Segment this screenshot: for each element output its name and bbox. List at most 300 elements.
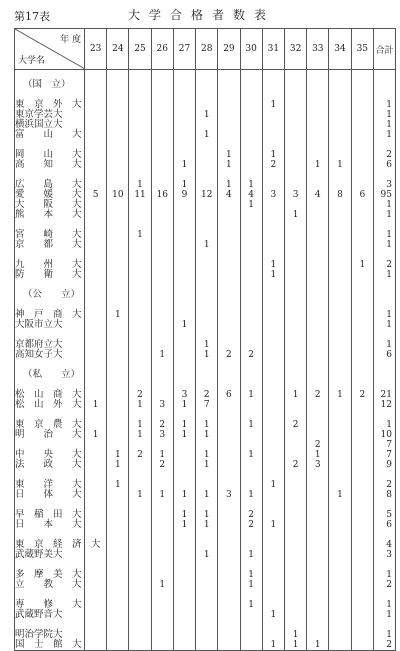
count-cell [218, 140, 240, 150]
count-cell [329, 130, 351, 140]
count-cell [85, 600, 107, 610]
university-name: 松 山 外 大 [15, 400, 85, 410]
count-cell [196, 260, 218, 270]
count-cell [196, 200, 218, 210]
count-cell: 1 [262, 610, 284, 620]
count-cell [351, 160, 373, 170]
count-cell [173, 260, 195, 270]
count-cell [284, 450, 306, 460]
count-cell [173, 310, 195, 320]
total-cell: 8 [374, 490, 396, 500]
count-cell [151, 560, 173, 570]
section-row [15, 80, 396, 90]
count-cell [284, 360, 306, 370]
total-cell [374, 620, 396, 630]
count-cell [218, 130, 240, 140]
total-cell: 1 [374, 570, 396, 580]
count-cell [240, 310, 262, 320]
count-cell [307, 70, 329, 81]
count-cell [85, 90, 107, 100]
count-cell [85, 140, 107, 150]
count-cell [218, 550, 240, 560]
count-cell [107, 530, 129, 540]
count-cell [107, 270, 129, 280]
count-cell [129, 90, 151, 100]
count-cell: 6 [351, 190, 373, 200]
count-cell [284, 590, 306, 600]
count-cell [196, 570, 218, 580]
count-cell [107, 240, 129, 250]
count-cell [351, 630, 373, 640]
count-cell: 4 [218, 190, 240, 200]
count-cell [173, 230, 195, 240]
table-row [15, 100, 396, 110]
count-cell [218, 120, 240, 130]
count-cell: 1 [240, 420, 262, 430]
count-cell [218, 630, 240, 640]
count-cell [262, 140, 284, 150]
count-cell [262, 410, 284, 420]
count-cell [218, 170, 240, 180]
count-cell [351, 340, 373, 350]
count-cell [107, 230, 129, 240]
count-cell: 1 [240, 570, 262, 580]
count-cell: 1 [173, 420, 195, 430]
count-cell [85, 370, 107, 380]
count-cell [218, 610, 240, 620]
count-cell [307, 560, 329, 570]
count-cell [351, 370, 373, 380]
count-cell [240, 560, 262, 570]
count-cell [218, 100, 240, 110]
count-cell [284, 230, 306, 240]
university-name: 岡 山 大 [15, 150, 85, 160]
count-cell [173, 500, 195, 510]
count-cell [284, 270, 306, 280]
count-cell [85, 110, 107, 120]
count-cell: 1 [284, 630, 306, 640]
count-cell [307, 580, 329, 590]
count-cell [218, 410, 240, 420]
count-cell [351, 420, 373, 430]
total-cell: 1 [374, 270, 396, 280]
count-cell: 1 [307, 450, 329, 460]
count-cell [240, 590, 262, 600]
count-cell [218, 540, 240, 550]
count-cell [173, 80, 195, 90]
count-cell: 1 [196, 350, 218, 360]
count-cell: 2 [284, 460, 306, 470]
count-cell [284, 280, 306, 290]
count-cell [129, 330, 151, 340]
count-cell [351, 240, 373, 250]
count-cell [151, 540, 173, 550]
count-cell [329, 590, 351, 600]
count-cell [85, 510, 107, 520]
count-cell [240, 110, 262, 120]
university-name: 武蔵野美大 [15, 550, 85, 560]
count-cell: 3 [262, 190, 284, 200]
count-cell [85, 70, 107, 81]
count-cell [196, 80, 218, 90]
count-cell [218, 310, 240, 320]
count-cell [129, 440, 151, 450]
count-cell [129, 110, 151, 120]
count-cell: 1 [284, 210, 306, 220]
count-cell [151, 70, 173, 81]
count-cell [129, 520, 151, 530]
count-cell: 2 [218, 350, 240, 360]
count-cell [284, 600, 306, 610]
count-cell [196, 290, 218, 300]
count-cell [307, 620, 329, 630]
count-cell: 3 [307, 460, 329, 470]
count-cell [284, 610, 306, 620]
count-cell [262, 350, 284, 360]
table-row [15, 400, 396, 410]
count-cell [240, 160, 262, 170]
count-cell [151, 380, 173, 390]
count-cell [351, 250, 373, 260]
count-cell [329, 110, 351, 120]
count-cell: 1 [107, 310, 129, 320]
count-cell [151, 130, 173, 140]
university-header-label: 大学名 [18, 56, 46, 66]
count-cell [329, 300, 351, 310]
count-cell [129, 160, 151, 170]
count-cell [284, 80, 306, 90]
count-cell [262, 80, 284, 90]
count-cell: 1 [240, 600, 262, 610]
count-cell [218, 560, 240, 570]
count-cell [262, 550, 284, 560]
count-cell [173, 140, 195, 150]
total-cell: 7 [374, 440, 396, 450]
count-cell [307, 540, 329, 550]
count-cell: 6 [218, 390, 240, 400]
count-cell: 1 [240, 550, 262, 560]
total-cell: 1 [374, 100, 396, 110]
total-cell [374, 90, 396, 100]
count-cell: 1 [129, 230, 151, 240]
count-cell [240, 530, 262, 540]
count-cell [284, 180, 306, 190]
count-cell [240, 150, 262, 160]
count-cell [173, 540, 195, 550]
count-cell [351, 170, 373, 180]
count-cell: 1 [307, 640, 329, 651]
count-cell [173, 110, 195, 120]
count-cell [107, 210, 129, 220]
count-cell [307, 170, 329, 180]
count-cell [284, 90, 306, 100]
count-cell [107, 370, 129, 380]
count-cell [240, 370, 262, 380]
count-cell [240, 100, 262, 110]
count-cell [196, 120, 218, 130]
count-cell [151, 570, 173, 580]
university-name: 神 戸 商 大 [15, 310, 85, 320]
total-cell: 1 [374, 200, 396, 210]
count-cell [196, 600, 218, 610]
university-name: 横浜国立大 [15, 120, 85, 130]
count-cell [173, 370, 195, 380]
count-cell [329, 360, 351, 370]
count-cell [307, 90, 329, 100]
total-cell: 6 [374, 350, 396, 360]
count-cell [262, 230, 284, 240]
count-cell [307, 530, 329, 540]
count-cell [129, 240, 151, 250]
count-cell [284, 100, 306, 110]
count-cell [173, 410, 195, 420]
count-cell [107, 100, 129, 110]
count-cell [151, 390, 173, 400]
count-cell [151, 150, 173, 160]
count-cell [85, 300, 107, 310]
section-label: （国 立） [15, 80, 85, 90]
count-cell [351, 440, 373, 450]
count-cell [173, 590, 195, 600]
count-cell [151, 290, 173, 300]
university-name: 愛 媛 大 [15, 190, 85, 200]
count-cell [307, 380, 329, 390]
count-cell [173, 220, 195, 230]
count-cell [85, 330, 107, 340]
count-cell [329, 460, 351, 470]
count-cell [329, 310, 351, 320]
count-cell [151, 170, 173, 180]
count-cell [262, 400, 284, 410]
count-cell [196, 330, 218, 340]
count-cell [329, 100, 351, 110]
count-cell [329, 430, 351, 440]
count-cell [85, 170, 107, 180]
count-cell [262, 250, 284, 260]
university-name: 高知女子大 [15, 350, 85, 360]
count-cell [129, 270, 151, 280]
count-cell [85, 450, 107, 460]
count-cell [284, 430, 306, 440]
count-cell [351, 310, 373, 320]
count-cell [262, 200, 284, 210]
count-cell [351, 610, 373, 620]
count-cell [329, 530, 351, 540]
count-cell [173, 350, 195, 360]
count-cell [85, 270, 107, 280]
count-cell [218, 220, 240, 230]
count-cell [329, 200, 351, 210]
count-cell [262, 630, 284, 640]
table-row [15, 350, 396, 360]
count-cell [107, 260, 129, 270]
count-cell [262, 490, 284, 500]
count-cell [151, 500, 173, 510]
year-header-35: 35 [351, 29, 373, 70]
count-cell [85, 260, 107, 270]
count-cell [107, 380, 129, 390]
count-cell [307, 350, 329, 360]
count-cell [129, 350, 151, 360]
count-cell: 1 [173, 490, 195, 500]
count-cell [329, 370, 351, 380]
total-cell: 6 [374, 160, 396, 170]
count-cell [329, 560, 351, 570]
count-cell [262, 240, 284, 250]
count-cell: 1 [196, 240, 218, 250]
count-cell [329, 280, 351, 290]
count-cell [129, 250, 151, 260]
count-cell [173, 460, 195, 470]
count-cell: 1 [107, 480, 129, 490]
count-cell [107, 160, 129, 170]
university-name: 早 稲 田 大 [15, 510, 85, 520]
count-cell [284, 290, 306, 300]
count-cell: 1 [196, 130, 218, 140]
count-cell [129, 360, 151, 370]
count-cell [107, 280, 129, 290]
count-cell [129, 370, 151, 380]
count-cell [85, 100, 107, 110]
count-cell [262, 360, 284, 370]
university-name: 東 京 農 大 [15, 420, 85, 430]
count-cell [107, 400, 129, 410]
count-cell [107, 290, 129, 300]
total-cell [374, 360, 396, 370]
count-cell [196, 590, 218, 600]
university-name: 京都府立大 [15, 340, 85, 350]
count-cell [284, 320, 306, 330]
count-cell [240, 230, 262, 240]
count-cell: 10 [107, 190, 129, 200]
count-cell [129, 620, 151, 630]
count-cell [240, 270, 262, 280]
count-cell [107, 520, 129, 530]
count-cell [240, 130, 262, 140]
count-cell [284, 380, 306, 390]
count-cell [307, 220, 329, 230]
count-cell [284, 310, 306, 320]
count-cell [107, 600, 129, 610]
count-cell [262, 220, 284, 230]
count-cell [262, 590, 284, 600]
count-cell [129, 640, 151, 651]
count-cell [307, 120, 329, 130]
count-cell [218, 400, 240, 410]
count-cell [307, 140, 329, 150]
count-cell [262, 440, 284, 450]
total-cell [374, 590, 396, 600]
count-cell [240, 140, 262, 150]
count-cell [284, 130, 306, 140]
count-cell [173, 610, 195, 620]
count-cell [218, 210, 240, 220]
count-cell [173, 250, 195, 260]
count-cell [129, 80, 151, 90]
count-cell [351, 530, 373, 540]
count-cell [351, 490, 373, 500]
count-cell [351, 70, 373, 81]
count-cell [173, 480, 195, 490]
count-cell [284, 580, 306, 590]
total-cell: 6 [374, 520, 396, 530]
count-cell [107, 620, 129, 630]
count-cell [351, 120, 373, 130]
count-cell: 4 [240, 190, 262, 200]
count-cell [351, 150, 373, 160]
count-cell [329, 580, 351, 590]
count-cell [85, 320, 107, 330]
count-cell [240, 540, 262, 550]
count-cell [240, 620, 262, 630]
count-cell [218, 590, 240, 600]
count-cell [307, 230, 329, 240]
count-cell [307, 100, 329, 110]
count-cell [262, 210, 284, 220]
count-cell [151, 440, 173, 450]
table-row [15, 640, 396, 651]
table-number: 第17表 [14, 10, 50, 23]
total-cell: 2 [374, 260, 396, 270]
count-cell [329, 260, 351, 270]
university-name: 東 京 外 大 [15, 100, 85, 110]
count-cell [284, 570, 306, 580]
count-cell [262, 290, 284, 300]
count-cell: 1 [262, 480, 284, 490]
count-cell [85, 490, 107, 500]
count-cell [240, 500, 262, 510]
count-cell [218, 440, 240, 450]
count-cell [196, 470, 218, 480]
count-cell [196, 480, 218, 490]
count-cell [129, 120, 151, 130]
university-name: 日 体 大 [15, 490, 85, 500]
table-row [15, 520, 396, 530]
table-row [15, 600, 396, 610]
total-cell: 1 [374, 310, 396, 320]
count-cell [284, 530, 306, 540]
count-cell [196, 540, 218, 550]
count-cell: 7 [196, 400, 218, 410]
count-cell [218, 370, 240, 380]
count-cell [307, 430, 329, 440]
count-cell [307, 150, 329, 160]
count-cell [218, 510, 240, 520]
count-cell [240, 300, 262, 310]
count-cell [262, 510, 284, 520]
university-name: 東 洋 大 [15, 480, 85, 490]
count-cell [151, 330, 173, 340]
count-cell [85, 380, 107, 390]
count-cell [85, 130, 107, 140]
total-cell: 21 [374, 390, 396, 400]
count-cell [284, 70, 306, 81]
count-cell: 1 [173, 520, 195, 530]
count-cell [196, 530, 218, 540]
count-cell: 1 [196, 110, 218, 120]
count-cell: 16 [151, 190, 173, 200]
count-cell [107, 580, 129, 590]
year-header-34: 34 [329, 29, 351, 70]
count-cell [329, 480, 351, 490]
total-cell: 9 [374, 460, 396, 470]
count-cell [307, 370, 329, 380]
count-cell [351, 510, 373, 520]
count-cell [85, 640, 107, 651]
count-cell [218, 260, 240, 270]
count-cell [329, 610, 351, 620]
count-cell [307, 570, 329, 580]
